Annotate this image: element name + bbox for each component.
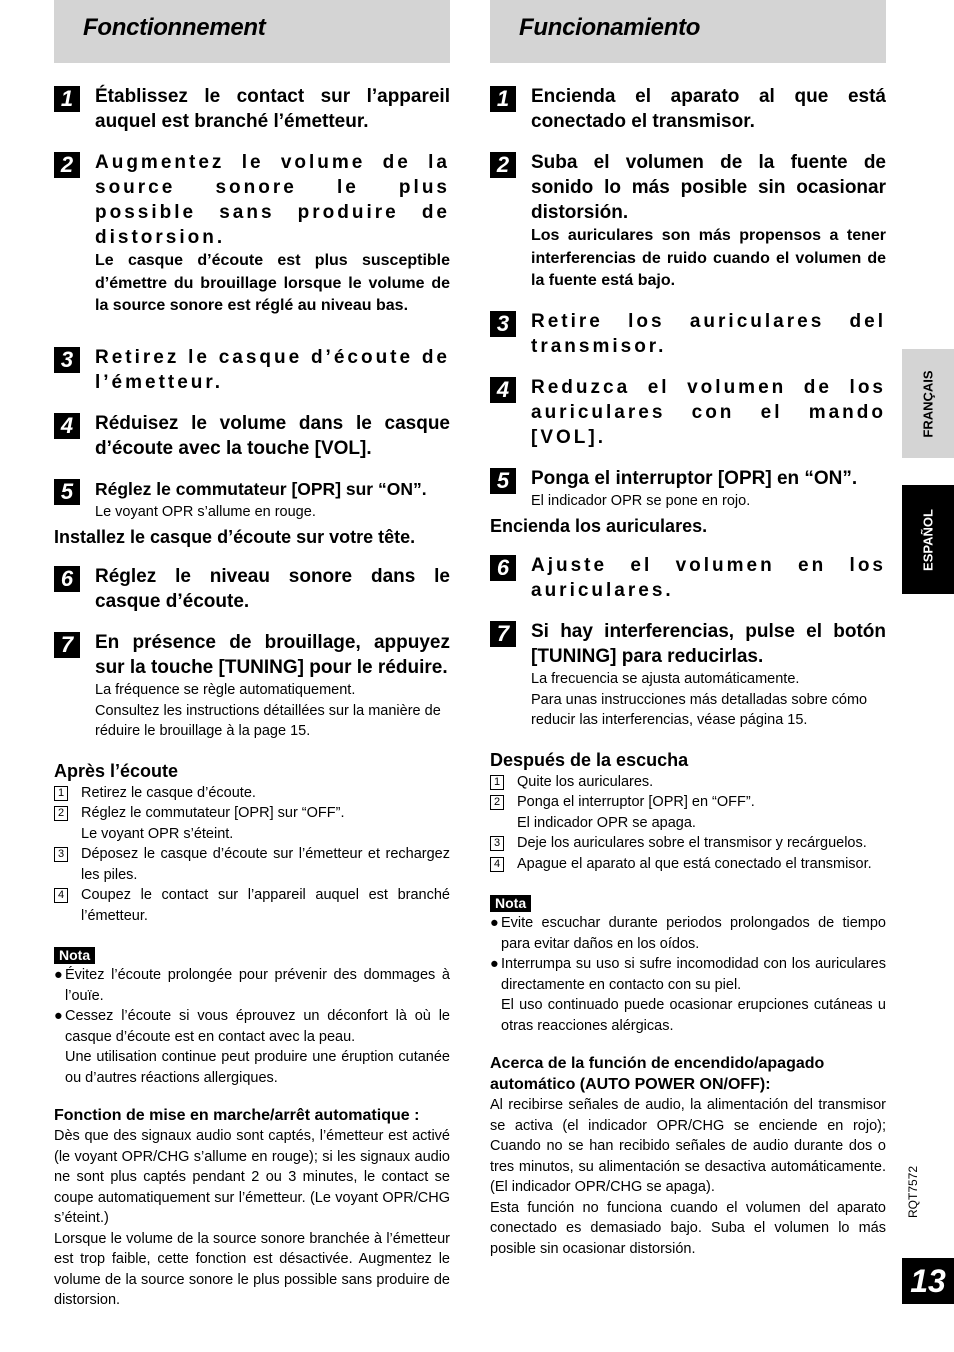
step-text: Suba el volumen de la fuente de sonido lo más posible sin ocasionar distorsión. (531, 152, 886, 223)
after-item (490, 792, 886, 833)
after-title: Après l’écoute (54, 760, 179, 781)
bullet-icon: ● (490, 956, 499, 972)
step-number: 1 (490, 86, 516, 112)
after-item (54, 783, 450, 804)
nota-label: Nota (54, 947, 95, 964)
install-instruction: Encienda los auriculares. (490, 516, 708, 536)
step-note: La frecuencia se ajusta automáticamente. (531, 671, 800, 687)
step-number: 4 (490, 377, 516, 403)
item-text: El indicador OPR se apaga. (517, 814, 696, 831)
step-6 (490, 553, 886, 603)
nota-text: El uso continuado puede ocasionar erupciones cutáneas u otras reacciones alérgicas. (501, 997, 886, 1034)
nota-item (490, 913, 886, 954)
item-text: Coupez le contact sur l’appareil auquel est branché l’émetteur. (81, 887, 450, 924)
nota-text: Évitez l’écoute prolongée pour prévenir des dommages à l’ouïe. (65, 967, 450, 1004)
auto-power-paragraph: Dès que des signaux audio sont captés, l’émetteur est activé (le voyant OPR/CHG s’allume en rouge); si les signaux audio ne sont plus captés pendant 2 ou 3 minutes, le contact se coupe automatiquement sur l’émetteur. (Le voyant OPR/CHG s’éteint.) (54, 1128, 450, 1226)
nota-text: Interrumpa su uso si sufre incomodidad con los auriculares directamente en contacto con su piel. (501, 956, 886, 993)
step-subtext: Le casque d’écoute est plus susceptible d’émettre du brouillage lorsque le volume de la source sonore est réglé au niveau bas. (95, 252, 450, 314)
step-3 (490, 309, 886, 359)
step-number: 6 (490, 555, 516, 581)
nota-item (54, 965, 450, 1006)
step-text: Retirez le casque d’écoute de l’émetteur. (95, 346, 450, 393)
step-3 (54, 345, 450, 395)
document-code: RQT7572 (906, 1165, 920, 1218)
nota-item (54, 1006, 450, 1088)
after-item (490, 833, 886, 854)
step-text: Réduisez le volume dans le casque d’écoute avec la touche [VOL]. (95, 412, 450, 459)
nota-label: Nota (490, 895, 531, 912)
section-header (490, 0, 886, 63)
item-number: 2 (490, 795, 504, 810)
nota-text: Evite escuchar durante periodos prolongados de tiempo para evitar daños en los oídos. (501, 915, 886, 952)
item-text: Quite los auriculares. (517, 773, 654, 790)
step-number: 5 (490, 468, 516, 494)
step-number: 6 (54, 566, 80, 592)
bullet-icon: ● (54, 967, 63, 983)
item-number: 4 (54, 888, 68, 903)
step-2 (490, 150, 886, 293)
step-text: Ajuste el volumen en los auriculares. (531, 555, 886, 601)
item-number: 2 (54, 806, 68, 821)
item-text: Retirez le casque d’écoute. (81, 784, 256, 801)
step-number: 3 (490, 311, 516, 337)
step-4 (54, 411, 450, 461)
step-text: Reduzca el volumen de los auriculares con el mando [VOL]. (531, 376, 886, 448)
step-6 (54, 564, 450, 614)
after-item (54, 844, 450, 885)
item-text: Deje los auriculares sobre el transmisor y recárguelos. (517, 835, 867, 851)
item-text: Le voyant OPR s’éteint. (81, 825, 234, 842)
bullet-icon: ● (54, 1008, 63, 1024)
step-note: El indicador OPR se pone en rojo. (531, 492, 751, 509)
step-subtext: Los auriculares son más propensos a tener interferencias de ruido cuando el volumen de la fuente está bajo. (531, 227, 886, 289)
section-title: Funcionamiento (519, 14, 701, 41)
step-text: Encienda el aparato al que está conectado el transmisor. (531, 86, 886, 132)
language-tab-label: FRANÇAIS (920, 369, 936, 438)
nota-item (490, 954, 886, 1036)
step-note: Le voyant OPR s’allume en rouge. (95, 503, 316, 520)
item-text: Ponga el interruptor [OPR] en “OFF”. (517, 794, 755, 810)
step-text: Ponga el interruptor [OPR] en “ON”. (531, 467, 858, 489)
step-number: 7 (490, 621, 516, 647)
after-item (54, 885, 450, 926)
section-header (54, 0, 450, 63)
auto-power-title: Fonction de mise en marche/arrêt automatique : (54, 1107, 420, 1124)
install-instruction: Installez le casque d’écoute sur votre tête. (54, 527, 416, 547)
step-number: 2 (54, 152, 80, 178)
item-number: 3 (490, 836, 504, 851)
step-1 (490, 84, 886, 134)
step-note: La fréquence se règle automatiquement. (95, 682, 356, 698)
nota-text: Cessez l’écoute si vous éprouvez un déconfort là où le casque d’écoute est en contact avec la peau. (65, 1008, 450, 1045)
french-column (54, 0, 450, 1311)
after-title: Después de la escucha (490, 749, 689, 770)
step-text: Augmentez le volume de la source sonore le plus possible sans produire de distorsion. (95, 152, 450, 248)
nota-text: Une utilisation continue peut produire une éruption cutanée ou d’autres réactions allergiques. (65, 1049, 450, 1086)
step-number: 1 (54, 86, 80, 112)
language-tab-label: ESPAÑOL (920, 508, 936, 571)
item-text: Déposez le casque d’écoute sur l’émetteur et rechargez les piles. (81, 846, 450, 883)
item-number: 4 (490, 857, 504, 872)
step-number: 4 (54, 413, 80, 439)
language-tab-espanol (902, 485, 954, 594)
item-text: Apague el aparato al que está conectado el transmisor. (517, 855, 872, 872)
item-number: 3 (54, 847, 68, 862)
step-text: Retire los auriculares del transmisor. (531, 310, 886, 357)
after-item (490, 772, 886, 793)
auto-power-paragraph: Al recibirse señales de audio, la alimentación del transmisor se activa (el indicador OPR/CHG se enciende en rojo); Cuando no se han recibido señales de audio durante dos o tres minutos, su alimentación se desactiva automáticamente. (El indicador OPR/CHG se apaga). (490, 1097, 886, 1195)
after-item (490, 854, 886, 875)
bullet-icon: ● (490, 915, 499, 931)
step-text: Réglez le niveau sonore dans le casque d’écoute. (95, 566, 450, 612)
step-number: 5 (54, 479, 80, 505)
step-text: Si hay interferencias, pulse el botón [TUNING] para reducirlas. (531, 621, 886, 667)
auto-power-paragraph: Lorsque le volume de la source sonore branchée à l’émetteur est trop faible, cette fonction est désactivée. Augmentez le volume de la source sonore le plus possible sans produire de distorsion. (54, 1230, 450, 1308)
step-note: Consultez les instructions détaillées sur la manière de réduire le brouillage à la page 15. (95, 702, 441, 739)
auto-power-paragraph: Esta función no funciona cuando el volumen del aparato conectado es demasiado bajo. Suba el volumen lo más posible sin ocasionar distorsión. (490, 1199, 886, 1257)
step-text: Réglez le commutateur [OPR] sur “ON”. (95, 478, 427, 499)
step-5 (490, 466, 886, 512)
step-4 (490, 375, 886, 450)
step-number: 7 (54, 632, 80, 658)
step-number: 3 (54, 347, 80, 373)
item-number: 1 (490, 775, 504, 790)
step-7 (490, 619, 886, 731)
step-text: En présence de brouillage, appuyez sur la touche [TUNING] pour le réduire. (95, 632, 450, 678)
step-number: 2 (490, 152, 516, 178)
item-number: 1 (54, 786, 68, 801)
spanish-column (490, 0, 886, 1259)
step-5 (54, 477, 450, 523)
step-2 (54, 150, 450, 318)
step-text: Établissez le contact sur l’appareil auquel est branché l’émetteur. (95, 86, 450, 132)
after-item (54, 803, 450, 844)
section-title: Fonctionnement (83, 14, 266, 41)
item-text: Réglez le commutateur [OPR] sur “OFF”. (81, 805, 345, 821)
language-tab-francais (902, 349, 954, 458)
page-number: 13 (902, 1258, 954, 1304)
step-7 (54, 630, 450, 742)
step-1 (54, 84, 450, 134)
step-note: Para unas instrucciones más detalladas sobre cómo reducir las interferencias, véase página 15. (531, 691, 868, 728)
auto-power-title: Acerca de la función de encendido/apagado automático (AUTO POWER ON/OFF): (490, 1055, 825, 1093)
